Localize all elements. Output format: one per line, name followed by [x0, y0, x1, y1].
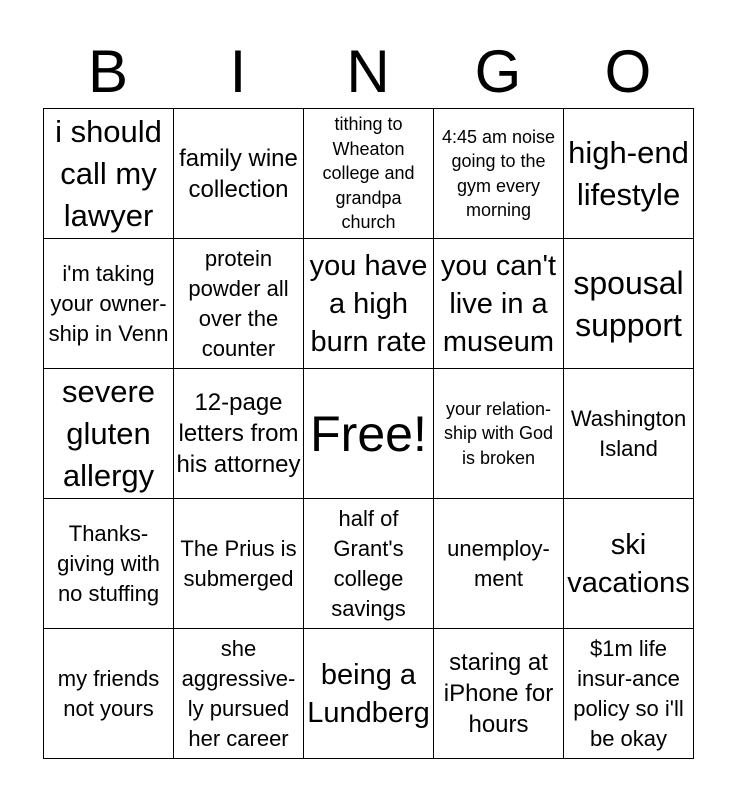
bingo-cell[interactable]: [564, 109, 694, 239]
cell-text: protein powder all over the counter: [188, 245, 289, 361]
bingo-cell[interactable]: [304, 109, 434, 239]
cell-text: Washington Island: [570, 405, 687, 461]
bingo-header: [43, 36, 693, 108]
bingo-cell[interactable]: [434, 239, 564, 369]
cell-text: 12-page letters from his attorney: [176, 389, 301, 478]
cell-text: ski vacations: [567, 528, 690, 599]
cell-text: being a Lundberg: [307, 658, 430, 729]
bingo-cell[interactable]: [174, 629, 304, 759]
bingo-cell[interactable]: [434, 109, 564, 239]
bingo-grid: [43, 108, 694, 759]
cell-text: half of Grant's college savings: [331, 505, 406, 621]
cell-text: $1m life insur-ance policy so i'll be okay: [573, 635, 684, 751]
bingo-cell[interactable]: [304, 499, 434, 629]
grid-row: [44, 499, 694, 629]
header-letter-n: N: [346, 38, 390, 105]
cell-text: you can't live in a museum: [440, 249, 557, 358]
free-cell-text: Free!: [310, 405, 427, 462]
cell-text: high-end lifestyle: [568, 134, 689, 212]
cell-text: family wine collection: [179, 144, 298, 203]
grid-row: [44, 239, 694, 369]
cell-text: Thanks-giving with no stuffing: [57, 520, 160, 606]
header-letter-g: G: [474, 38, 522, 105]
cell-text: The Prius is submerged: [180, 535, 297, 591]
cell-text: severe gluten allergy: [61, 373, 156, 493]
cell-text: spousal support: [573, 264, 684, 343]
bingo-cell[interactable]: [304, 629, 434, 759]
bingo-cell[interactable]: [564, 239, 694, 369]
cell-text: staring at iPhone for hours: [443, 649, 554, 738]
bingo-cell[interactable]: [564, 629, 694, 759]
bingo-cell[interactable]: [44, 109, 174, 239]
cell-text: she aggressive-ly pursued her career: [181, 635, 296, 751]
bingo-cell[interactable]: [174, 499, 304, 629]
bingo-cell[interactable]: [174, 109, 304, 239]
bingo-cell[interactable]: [434, 369, 564, 499]
bingo-cell[interactable]: [44, 629, 174, 759]
bingo-cell[interactable]: [44, 239, 174, 369]
free-cell[interactable]: [304, 369, 434, 499]
header-letter-i: I: [229, 38, 247, 105]
header-letter-b: B: [87, 38, 129, 105]
grid-row: [44, 629, 694, 759]
bingo-cell[interactable]: [434, 629, 564, 759]
header-letter-o: O: [604, 38, 652, 105]
cell-text: tithing to Wheaton college and grandpa church: [322, 114, 415, 233]
bingo-cell[interactable]: [564, 369, 694, 499]
cell-text: you have a high burn rate: [309, 249, 428, 358]
cell-text: your relation-ship with God is broken: [443, 398, 554, 468]
bingo-cell[interactable]: [304, 239, 434, 369]
cell-text: i should call my lawyer: [55, 113, 162, 233]
bingo-cell[interactable]: [174, 239, 304, 369]
bingo-cell[interactable]: [434, 499, 564, 629]
cell-text: i'm taking your owner-ship in Venn: [48, 260, 169, 346]
bingo-cell[interactable]: [564, 499, 694, 629]
bingo-cell[interactable]: [44, 499, 174, 629]
cell-text: unemploy-ment: [447, 535, 550, 591]
grid-row: [44, 109, 694, 239]
cell-text: 4:45 am noise going to the gym every morning: [441, 126, 556, 220]
cell-text: my friends not yours: [57, 665, 160, 721]
bingo-cell[interactable]: [174, 369, 304, 499]
grid-row: [44, 369, 694, 499]
bingo-cell[interactable]: [44, 369, 174, 499]
